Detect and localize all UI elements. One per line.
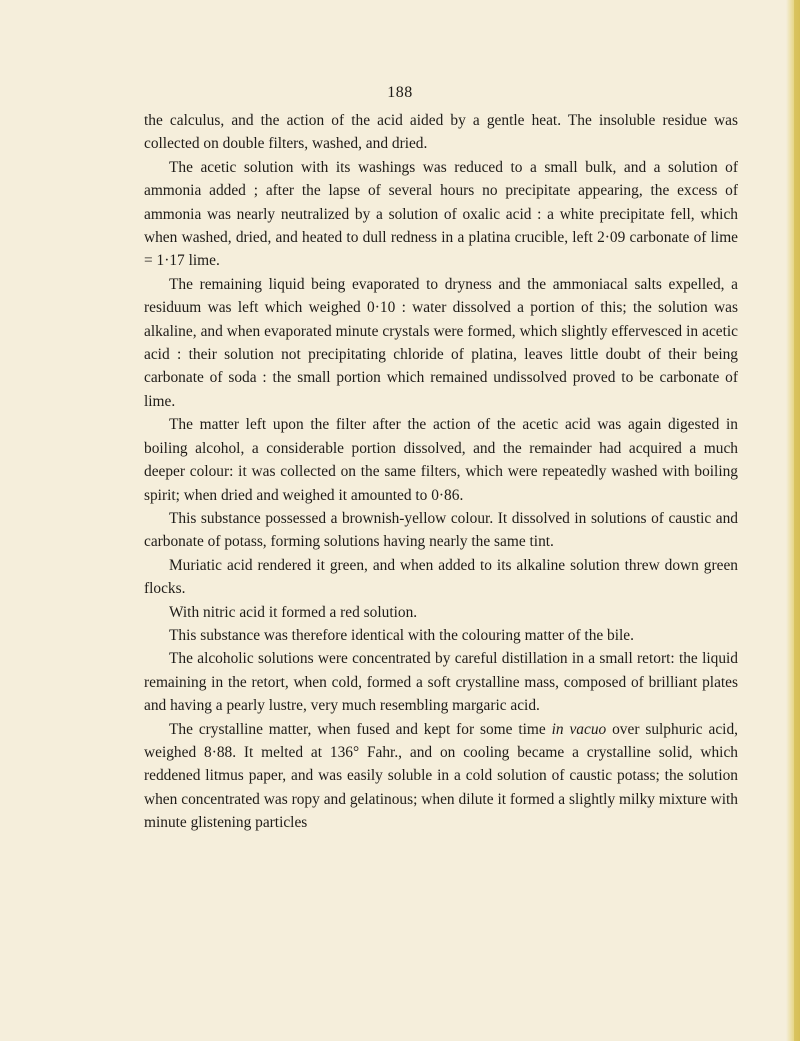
paragraph-4: The matter left upon the filter after the action of the acetic acid was again digested in boiling alcohol, a considerable portion dissolved, and the remainder had acquired a much deeper colour: it was collected on the same filters, which were repeatedly washed with boiling spirit; when dried and weighed it amounted to 0·86.	[144, 416, 738, 504]
paragraph-10-end: over sulphuric acid, weighed 8·88. It melted at 136° Fahr., and on cooling became a crystalline solid, which reddened litmus paper, and was easily soluble in a cold solution of caustic potass; the solution when concentrated was ropy and gelatinous; when dilute it formed a slightly milky mixture with minute glistening particles	[144, 720, 738, 832]
page-number: 188	[387, 84, 413, 101]
paragraph-10	[144, 718, 738, 835]
paragraph-9: The alcoholic solutions were concentrated by careful distillation in a small retort: the liquid remaining in the retort, when cold, formed a soft crystalline mass, composed of brilliant plates and having a pearly lustre, very much resembling margaric acid.	[144, 650, 738, 715]
paragraph-7: With nitric acid it formed a red solution.	[169, 603, 418, 621]
paragraph-10-start: The crystalline matter, when fused and kept for some time	[169, 720, 552, 738]
paragraph-8: This substance was therefore identical with the colouring matter of the bile.	[169, 626, 634, 644]
paragraph-3: The remaining liquid being evaporated to dryness and the ammoniacal salts expelled, a residuum was left which weighed 0·10 : water dissolved a portion of this; the solution was alkaline, and when evaporated minute crystals were formed, which slightly effervesced in acetic acid : their solution not precipitating chloride of platina, leaves little doubt of their being carbonate of soda : the small portion which remained undissolved proved to be carbonate of lime.	[144, 275, 738, 410]
paragraph-10-italic: in vacuo	[551, 720, 607, 738]
paragraph-6: Muriatic acid rendered it green, and when added to its alkaline solution threw down green flocks.	[144, 556, 738, 598]
page-edge-band	[794, 0, 800, 1041]
body-text	[144, 109, 738, 835]
paragraph-2: The acetic solution with its washings was reduced to a small bulk, and a solution of ammonia added ; after the lapse of several hours no precipitate appearing, the excess of ammonia was nearly neutralized by a solution of oxalic acid : a white precipitate fell, which when washed, dried, and heated to dull redness in a platina crucible, left 2·09 carbonate of lime = 1·17 lime.	[144, 158, 738, 270]
paragraph-1: the calculus, and the action of the acid aided by a gentle heat. The insoluble residue was collected on double filters, washed, and dried.	[144, 112, 738, 153]
paragraph-5: This substance possessed a brownish-yellow colour. It dissolved in solutions of caustic and carbonate of potass, forming solutions having nearly the same tint.	[144, 509, 738, 551]
